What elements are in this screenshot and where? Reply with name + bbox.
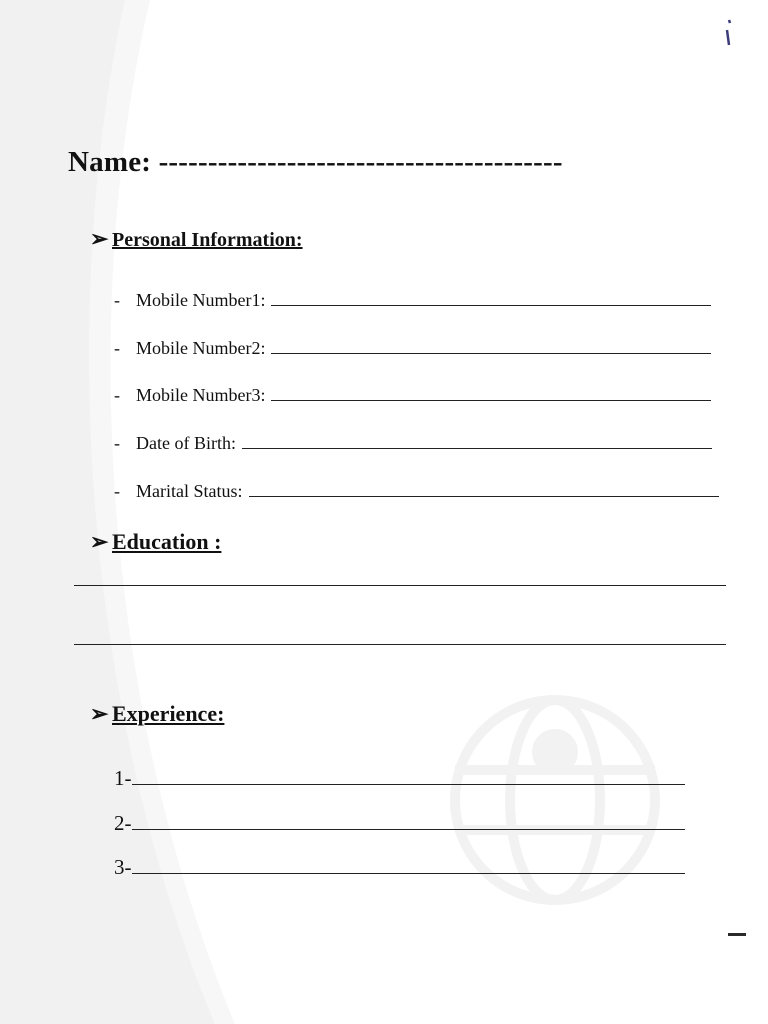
item-number: 1- — [114, 766, 132, 790]
section-title: Personal Information: — [112, 229, 303, 251]
corner-dash-mark — [728, 933, 746, 936]
arrow-bullet-icon: ➢ — [90, 701, 109, 726]
arrow-bullet-icon: ➢ — [90, 529, 109, 554]
field-label: Mobile Number1: — [136, 290, 266, 310]
fill-in-blank[interactable] — [132, 872, 685, 874]
name-field[interactable]: Name: ----------------------------------------- — [68, 146, 563, 178]
fill-in-blank[interactable] — [242, 447, 712, 449]
field-label: Date of Birth: — [136, 433, 236, 453]
list-dash: - — [114, 290, 120, 310]
personal-information-heading — [90, 228, 303, 252]
experience-heading — [90, 701, 224, 727]
experience-item-2[interactable] — [114, 811, 685, 836]
list-dash: - — [114, 433, 120, 453]
field-label: Mobile Number2: — [136, 338, 266, 358]
experience-item-3[interactable] — [114, 855, 685, 880]
corner-logo-mark — [724, 18, 732, 46]
date-of-birth-field[interactable] — [114, 433, 712, 454]
item-number: 2- — [114, 811, 132, 835]
marital-status-field[interactable] — [114, 481, 719, 502]
fill-in-blank[interactable] — [271, 399, 711, 401]
list-dash: - — [114, 481, 120, 501]
section-title: Experience: — [112, 701, 225, 726]
fill-in-blank[interactable] — [132, 828, 685, 830]
education-line-1[interactable] — [74, 585, 726, 586]
fill-in-blank[interactable] — [271, 304, 711, 306]
mobile-number-3-field[interactable] — [114, 385, 711, 406]
fill-in-blank[interactable] — [271, 352, 711, 354]
mobile-number-2-field[interactable] — [114, 338, 711, 359]
list-dash: - — [114, 385, 120, 405]
section-title: Education : — [112, 529, 222, 554]
fill-in-blank[interactable] — [249, 495, 719, 497]
arrow-bullet-icon: ➢ — [90, 226, 109, 251]
item-number: 3- — [114, 855, 132, 879]
fill-in-blank[interactable] — [132, 783, 685, 785]
education-line-2[interactable] — [74, 644, 726, 645]
education-heading — [90, 529, 221, 555]
experience-item-1[interactable] — [114, 766, 685, 791]
field-label: Marital Status: — [136, 481, 243, 501]
mobile-number-1-field[interactable] — [114, 290, 711, 311]
list-dash: - — [114, 338, 120, 358]
field-label: Mobile Number3: — [136, 385, 266, 405]
